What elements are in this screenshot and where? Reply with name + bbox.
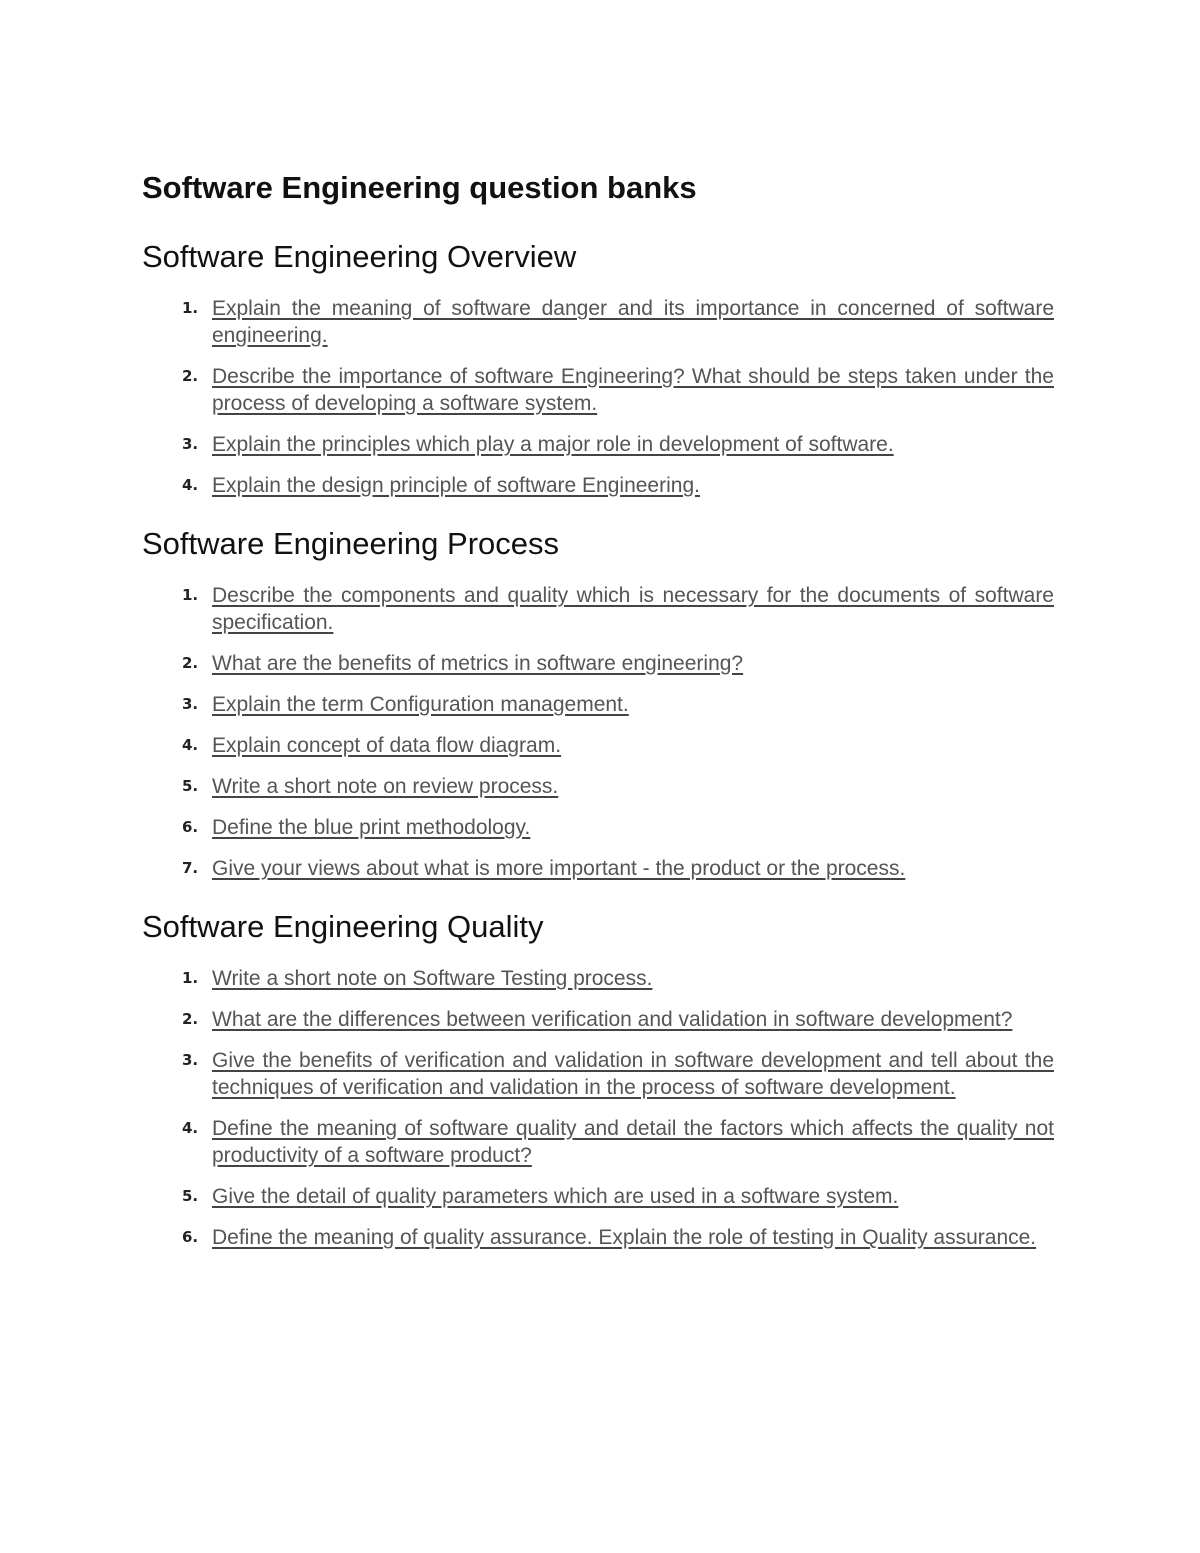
section-heading-overview: Software Engineering Overview — [142, 239, 577, 274]
question-number: 6. — [182, 1228, 199, 1246]
section-heading-quality: Software Engineering Quality — [142, 909, 544, 944]
question-number: 6. — [182, 818, 199, 836]
question-number: 4. — [182, 476, 199, 494]
question-number: 5. — [182, 777, 199, 795]
question-link[interactable]: Write a short note on Software Testing process. — [212, 967, 653, 990]
question-item — [142, 965, 1054, 992]
question-number: 2. — [182, 654, 199, 672]
question-item — [142, 431, 1054, 458]
question-link[interactable]: Explain the term Configuration management. — [212, 693, 629, 716]
question-item — [142, 1047, 1054, 1101]
question-item — [142, 472, 1054, 499]
question-item — [142, 582, 1054, 636]
question-number: 1. — [182, 299, 199, 317]
question-link[interactable]: Write a short note on review process. — [212, 775, 559, 798]
question-item — [142, 650, 1054, 677]
question-number: 7. — [182, 859, 199, 877]
question-list-overview — [142, 295, 1054, 499]
question-list-process — [142, 582, 1054, 882]
question-number: 3. — [182, 695, 199, 713]
question-number: 1. — [182, 969, 199, 987]
question-number: 3. — [182, 1051, 199, 1069]
question-number: 3. — [182, 435, 199, 453]
question-number: 2. — [182, 1010, 199, 1028]
question-item — [142, 773, 1054, 800]
question-number: 2. — [182, 367, 199, 385]
question-item — [142, 691, 1054, 718]
section-heading-process: Software Engineering Process — [142, 526, 560, 561]
question-number: 5. — [182, 1187, 199, 1205]
question-list-quality — [142, 965, 1054, 1251]
question-item — [142, 1183, 1054, 1210]
question-item — [142, 855, 1054, 882]
question-number: 4. — [182, 736, 199, 754]
question-item — [142, 1006, 1054, 1033]
question-link[interactable]: Explain the design principle of software Engineering. — [212, 474, 700, 497]
question-item — [142, 295, 1054, 349]
question-link[interactable]: Describe the components and quality which is necessary for the documents of software specification. — [212, 584, 1054, 634]
question-item — [142, 814, 1054, 841]
question-link[interactable]: Give your views about what is more important - the product or the process. — [212, 857, 906, 880]
question-link[interactable]: Explain the principles which play a major role in development of software. — [212, 433, 894, 456]
question-link[interactable]: Explain the meaning of software danger and its importance in concerned of software engineering. — [212, 297, 1054, 347]
question-link[interactable]: Give the benefits of verification and validation in software development and tell about the techniques of verification and validation in the process of software development. — [212, 1049, 1054, 1099]
question-number: 1. — [182, 586, 199, 604]
question-link[interactable]: Define the meaning of quality assurance. Explain the role of testing in Quality assurance. — [212, 1226, 1037, 1249]
question-link[interactable]: Give the detail of quality parameters which are used in a software system. — [212, 1185, 899, 1208]
question-item — [142, 1115, 1054, 1169]
question-number: 4. — [182, 1119, 199, 1137]
document-page — [142, 168, 1054, 1265]
question-item — [142, 363, 1054, 417]
question-item — [142, 732, 1054, 759]
question-link[interactable]: Define the meaning of software quality and detail the factors which affects the quality not productivity of a software product? — [212, 1117, 1054, 1167]
question-link[interactable]: Define the blue print methodology. — [212, 816, 531, 839]
question-link[interactable]: Describe the importance of software Engineering? What should be steps taken under the process of developing a software system. — [212, 365, 1054, 415]
question-item — [142, 1224, 1054, 1251]
document-title: Software Engineering question banks — [142, 170, 697, 205]
question-link[interactable]: Explain concept of data flow diagram. — [212, 734, 562, 757]
question-link[interactable]: What are the benefits of metrics in software engineering? — [212, 652, 744, 675]
question-link[interactable]: What are the differences between verification and validation in software development? — [212, 1008, 1013, 1031]
